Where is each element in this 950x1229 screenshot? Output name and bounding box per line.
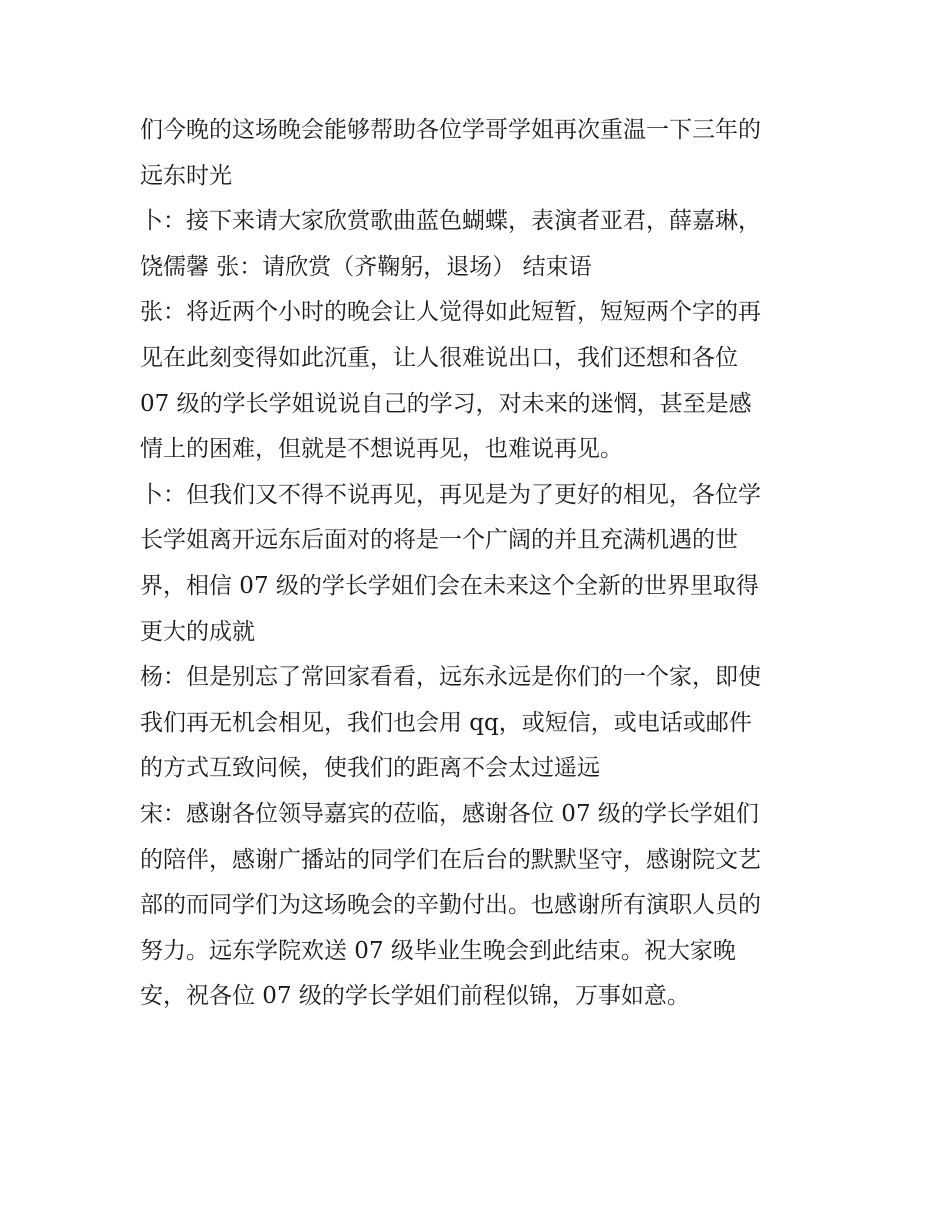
- script-text-body: [140, 108, 830, 1020]
- text-line: 杨：但是别忘了常回家看看，远东永远是你们的一个家，即使: [140, 664, 761, 691]
- text-line: 长学姐离开远东后面对的将是一个广阔的并且充满机遇的世: [140, 527, 738, 554]
- text-line: 我们再无机会相见，我们也会用 qq，或短信，或电话或邮件: [140, 709, 752, 736]
- text-line: 安，祝各位 07 级的学长学姐们前程似锦，万事如意。: [140, 983, 690, 1010]
- text-line: 卜：但我们又不得不说再见，再见是为了更好的相见，各位学: [140, 481, 761, 508]
- text-line: 卜：接下来请大家欣赏歌曲蓝色蝴蝶，表演者亚君，薛嘉琳，: [140, 208, 761, 235]
- text-line: 更大的成就: [140, 618, 255, 645]
- text-line: 见在此刻变得如此沉重，让人很难说出口，我们还想和各位: [140, 344, 738, 371]
- text-line: 07 级的学长学姐说说自己的学习，对未来的迷惘，甚至是感: [140, 390, 752, 417]
- text-line: 宋：感谢各位领导嘉宾的莅临，感谢各位 07 级的学长学姐们: [140, 800, 759, 827]
- text-line: 部的而同学们为这场晚会的辛勤付出。也感谢所有演职人员的: [140, 892, 761, 919]
- text-line: 们今晚的这场晚会能够帮助各位学哥学姐再次重温一下三年的: [140, 117, 761, 143]
- text-line: 张：将近两个小时的晚会让人觉得如此短暂，短短两个字的再: [140, 299, 761, 326]
- text-line: 界，相信 07 级的学长学姐们会在未来这个全新的世界里取得: [140, 572, 759, 599]
- text-line: 的方式互致问候，使我们的距离不会太过遥远: [140, 755, 600, 782]
- text-line: 情上的困难，但就是不想说再见，也难说再见。: [140, 436, 623, 463]
- text-line: 远东时光: [140, 162, 232, 189]
- text-line: 的陪伴，感谢广播站的同学们在后台的默默坚守，感谢院文艺: [140, 846, 761, 873]
- text-line: 努力。远东学院欢送 07 级毕业生晚会到此结束。祝大家晚: [140, 937, 736, 964]
- text-line: 饶儒馨 张：请欣赏（齐鞠躬，退场） 结束语: [140, 253, 592, 280]
